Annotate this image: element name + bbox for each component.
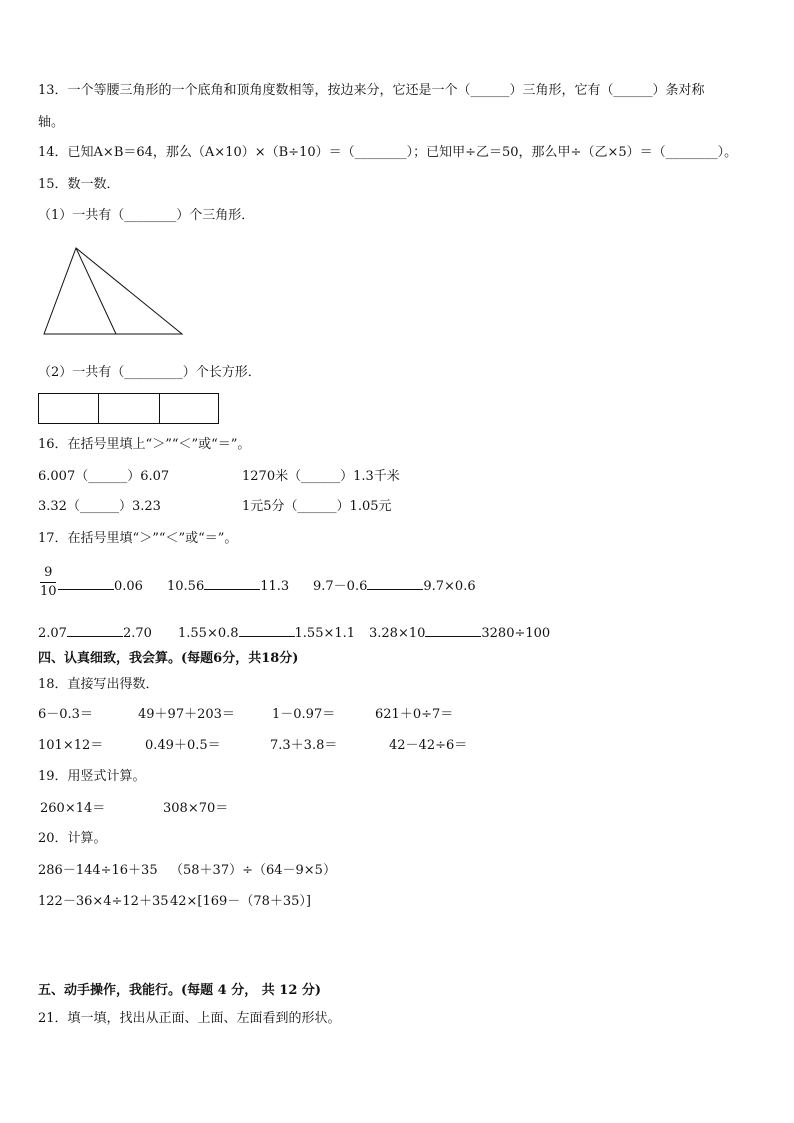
q18-r1-3: 1－0.97＝: [272, 707, 336, 722]
fraction-bar: [40, 582, 56, 583]
section-5-heading: 五、动手操作，我能行。(每题 4 分， 共 12 分): [38, 983, 322, 998]
q16-c: 3.32（______）3.23: [38, 499, 161, 514]
answer-blank[interactable]: [239, 624, 295, 637]
rectangles-figure: [37, 392, 221, 426]
q18-r2-4: 42－42÷6＝: [389, 738, 468, 753]
triangle-figure: [40, 244, 190, 338]
q18-r1-2: 49＋97＋203＝: [138, 707, 235, 722]
q20-title: 20．计算。: [38, 831, 107, 846]
q13-line2: 轴。: [38, 115, 65, 130]
q17-b: 10.56 11.3: [167, 579, 290, 594]
answer-blank[interactable]: [367, 577, 423, 590]
q17-c: 9.7－0.6 9.7×0.6: [313, 579, 476, 594]
answer-blank[interactable]: [425, 624, 481, 637]
q17-f: 3.28×10 3280÷100: [369, 626, 551, 641]
answer-blank[interactable]: [204, 577, 260, 590]
q18-title: 18．直接写出得数．: [38, 677, 159, 692]
q19-b: 308×70＝: [163, 801, 229, 816]
section-4-heading: 四、认真细致，我会算。(每题6分，共18分): [38, 651, 299, 666]
answer-blank[interactable]: [67, 624, 123, 637]
q17-title: 17．在括号里填“＞”“＜”或“＝”。: [38, 531, 238, 546]
q17-d: 2.07 2.70: [38, 626, 152, 641]
q17-fraction: [40, 565, 57, 600]
q20-d: 42×[169－（78＋35）]: [170, 894, 311, 909]
q16-title: 16．在括号里填上“＞”“＜”或“＝”。: [38, 437, 251, 452]
fraction-denominator: 10: [40, 584, 57, 599]
q18-r2-1: 101×12＝: [38, 738, 104, 753]
q18-r2-2: 0.49＋0.5＝: [145, 738, 221, 753]
q16-a: 6.007（______）6.07: [38, 469, 170, 484]
q17-a: 0.06: [58, 577, 143, 596]
fraction-numerator: 9: [44, 565, 53, 580]
q16-b: 1270米（______）1.3千米: [242, 469, 400, 484]
q15-part2: （2）一共有（_________）个长方形．: [38, 365, 261, 380]
q18-r1-1: 6－0.3＝: [38, 707, 93, 722]
q20-a: 286－144÷16＋35: [38, 863, 158, 878]
answer-blank[interactable]: [58, 577, 114, 590]
q15-title: 15．数一数．: [38, 177, 120, 192]
q20-c: 122－36×4÷12＋35: [38, 894, 169, 909]
q20-b: （58＋37）÷（64－9×5）: [170, 863, 336, 878]
q13-line1: 13．一个等腰三角形的一个底角和顶角度数相等，按边来分，它还是一个（______）三角形，它有（______）条对称: [38, 83, 705, 98]
q19-a: 260×14＝: [40, 801, 106, 816]
q18-r2-3: 7.3＋3.8＝: [270, 738, 338, 753]
q19-title: 19．用竖式计算。: [38, 769, 146, 784]
q17-e: 1.55×0.8 1.55×1.1: [178, 626, 356, 641]
q21-text: 21．填一填，找出从正面、上面、左面看到的形状。: [38, 1011, 341, 1026]
q18-r1-4: 621＋0÷7＝: [375, 707, 454, 722]
q15-part1: （1）一共有（________）个三角形．: [38, 208, 255, 223]
q16-d: 1元5分（______）1.05元: [242, 499, 392, 514]
q14-text: 14．已知A×B＝64，那么（A×10）×（B÷10）＝（________）；已知甲÷乙＝50，那么甲÷（乙×5）＝（________）。: [38, 145, 738, 160]
